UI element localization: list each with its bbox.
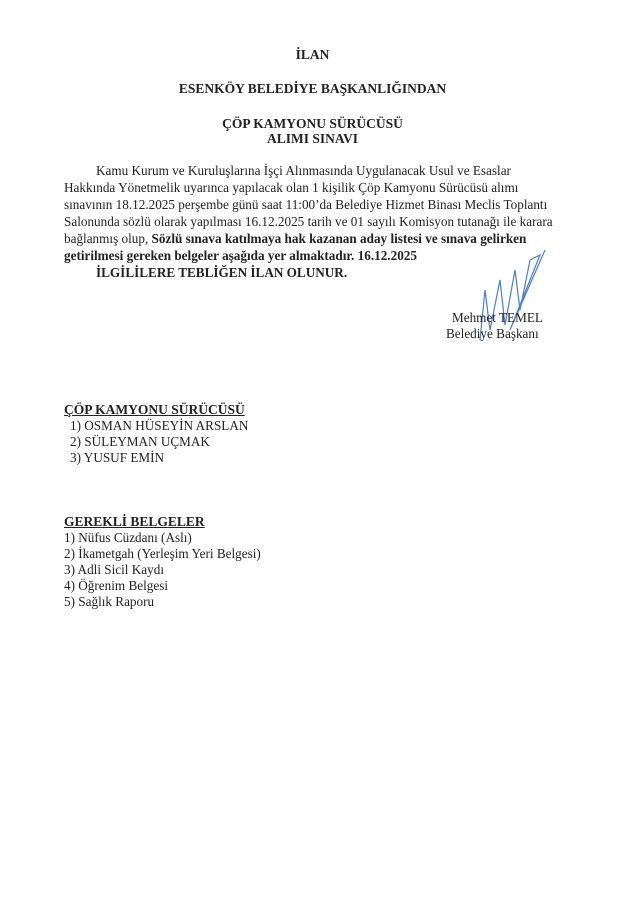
subject-line-1: ÇÖP KAMYONU SÜRÜCÜSÜ [222, 116, 403, 131]
signature-block [446, 310, 543, 342]
body-text: Kamu Kurum ve Kuruluşlarına İşçi Alınmasında Uygulanacak Usul ve Esaslar Hakkında Yönetmelik uyarınca yapılacak olan 1 kişilik Çöp Kamyonu Sürücüsü alımı sınavının 18.12.2025 perşembe günü saat 11:00’da Belediye Hizmet Binası Meclis Toplantı Salonunda sözlü olarak yapılması 16.12.2025 tarih ve 01 sayılı Komisyon tutanağı ile karara bağlanmış olup, [64, 163, 553, 246]
signatory-title: Belediye Başkanı [446, 326, 539, 341]
list-item: 3) YUSUF EMİN [70, 450, 165, 465]
title: İLAN [295, 47, 330, 62]
candidates-heading: ÇÖP KAMYONU SÜRÜCÜSÜ [64, 402, 245, 417]
document-list [64, 514, 261, 610]
signatory-name: Mehmet TEMEL [452, 310, 543, 325]
candidate-list [64, 402, 248, 466]
list-item: 2) SÜLEYMAN UÇMAK [70, 434, 210, 449]
list-item: 5) Sağlık Raporu [64, 594, 155, 609]
closing: İLGİLİLERE TEBLİĞEN İLAN OLUNUR. [96, 265, 348, 280]
list-item: 1) Nüfus Cüzdanı (Aslı) [64, 530, 192, 545]
subject-line-2: ALIMI SINAVI [267, 131, 358, 146]
list-item: 4) Öğrenim Belgesi [64, 578, 169, 593]
body-bold-text: Sözlü sınava katılmaya hak kazanan aday listesi ve sınava gelirken getirilmesi gereken belgeler aşağıda yer almaktadır. 16.12.2025 [64, 231, 527, 263]
issuer: ESENKÖY BELEDİYE BAŞKANLIĞINDAN [178, 81, 447, 96]
list-item: 1) OSMAN HÜSEYİN ARSLAN [70, 418, 249, 433]
documents-heading: GEREKLİ BELGELER [64, 514, 205, 529]
list-item: 2) İkametgah (Yerleşim Yeri Belgesi) [64, 546, 261, 561]
list-item: 3) Adli Sicil Kaydı [64, 562, 165, 577]
